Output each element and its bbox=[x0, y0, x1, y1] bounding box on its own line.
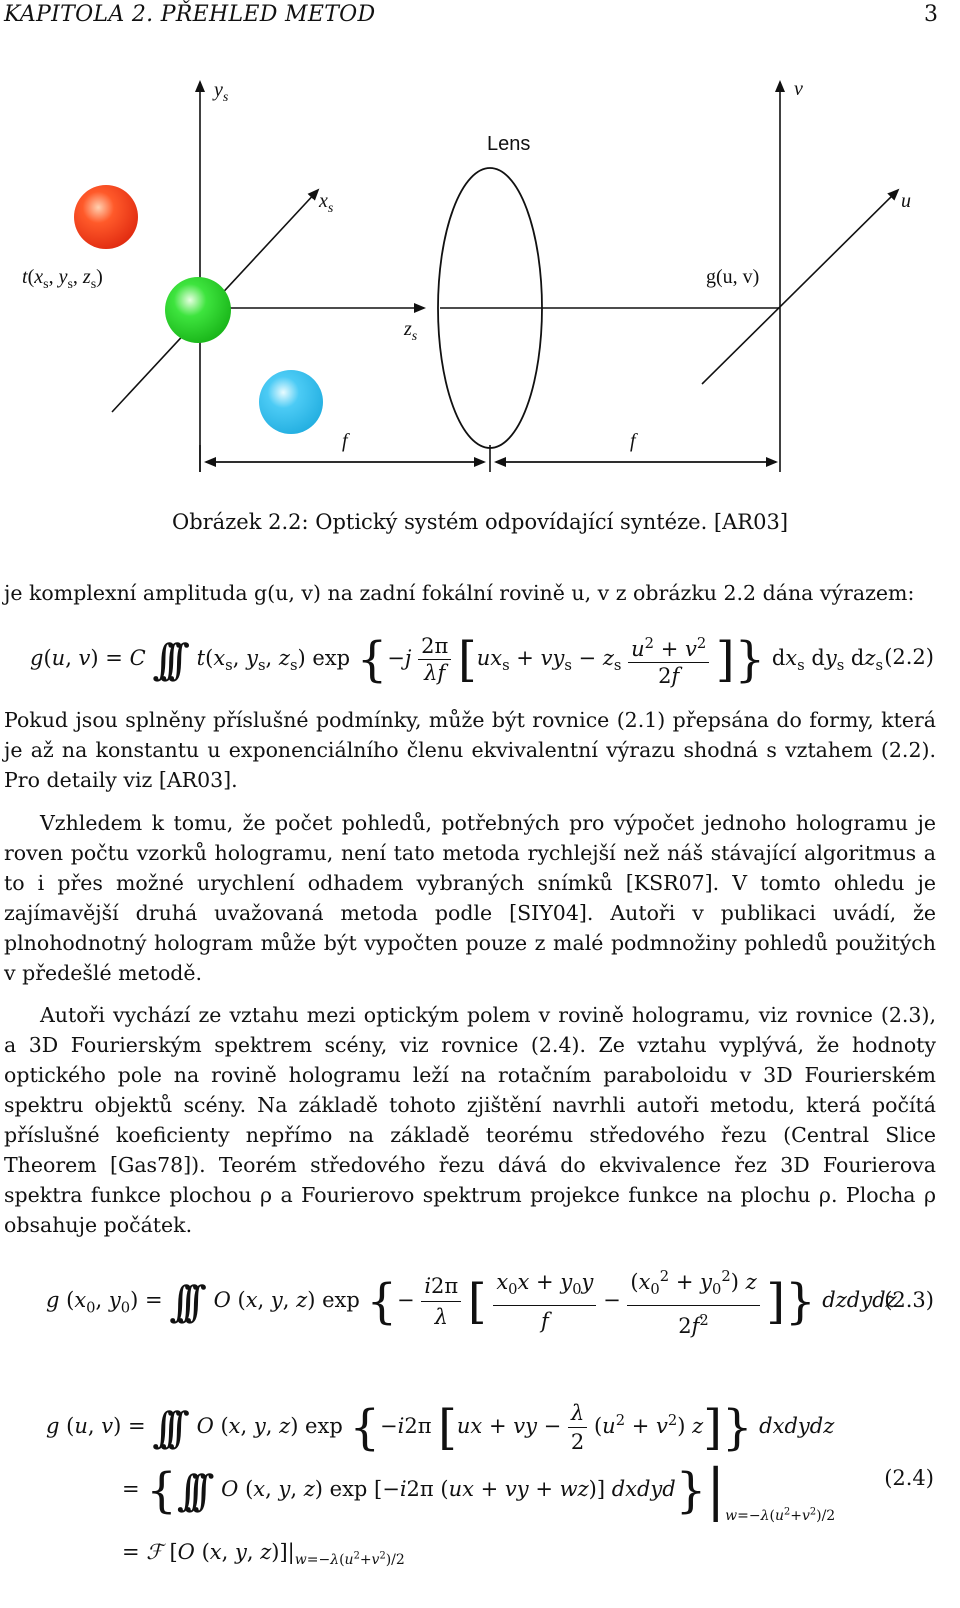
paragraph-0: je komplexní amplituda g(u, v) na zadní fokální rovině u, v z obrázku 2.2 dána výrazem: bbox=[4, 581, 915, 605]
chapter-header: KAPITOLA 2. PŘEHLED METOD bbox=[4, 2, 376, 27]
figure-caption: Obrázek 2.2: Optický systém odpovídající syntéze. [AR03] bbox=[171, 510, 789, 534]
equation-2-2: g(u, v) = C ∫∫∫ $t(x_s$, $y_s$, $z_s$) exp {−j $\frac{2\pi}{\lambda f}$ [$ux_s + vy_s - z_s$ $\frac{u^2 + v^2}{2f}$ ]} $dx_s$ $dy_s$ $dz_s$ bbox=[30, 631, 883, 688]
equation-2-3: g ($x_0$, $y_0$) = ∫∫∫ O (x, y, z) exp {− $\frac{i2\pi}{\lambda}$ [ $\frac{x_0x + y_0y}{f}$ − $\frac{(x_0^2 + y_0^2) z}{2f^2}$ ]} dzdydz bbox=[46, 1262, 897, 1338]
page-number: 3 bbox=[924, 2, 938, 27]
equation-number-2-3: (2.3) bbox=[884, 1288, 934, 1312]
equation-number-2-4: (2.4) bbox=[884, 1466, 934, 1490]
optical-system-figure bbox=[0, 60, 960, 550]
label-v: v bbox=[794, 78, 803, 100]
label-zs: $z_s$ bbox=[404, 318, 418, 344]
paragraph-1: Pokud jsou splněny příslušné podmínky, může být rovnice (2.1) přepsána do formy, která je až na konstantu u exponenciálního členu ekvivalentní výrazu shodná s vztahem (2.2). Pro detaily viz [AR03]. bbox=[4, 708, 936, 792]
equation-2-4-line3: = ℱ [O (x, y, $z)]|_{w=-\lambda(u^2+v^2)/2}$ bbox=[122, 1540, 405, 1569]
label-f-left: f bbox=[342, 430, 348, 452]
label-f-right: f bbox=[630, 430, 636, 452]
paragraph-3: Autoři vychází ze vztahu mezi optickým polem v rovině hologramu, viz rovnice (2.3), a 3D Fourierským spektrem scény, viz rovnice (2.4). Ze vztahu vyplývá, že hodnoty optického pole na rovině hologramu leží na rotačním paraboloidu v 3D Fourierském spektru objektů scény. Na základě tohoto zjištění navrhli autoři metodu, která počítá příslušné koeficienty nepřímo na základě teorému středového řezu (Central Slice Theorem [Gas78]). Teorém středového řezu dává do ekvivalence řez 3D Fourierova spektra funkce plochou ρ a Fourierovo spektrum projekce funkce na plochu ρ. Plocha ρ obsahuje počátek. bbox=[4, 1003, 936, 1237]
equation-2-4-line1: g (u, v) = ∫∫∫ O (x, y, z) exp {−i2π [ux + vy − $\frac{\lambda}{2}$ $(u^2 + v^2)$ z]} dxdydz bbox=[46, 1399, 835, 1456]
blue-point-source bbox=[259, 370, 323, 434]
label-xs: $x_s$ bbox=[319, 190, 334, 216]
paragraph-2: Vzhledem k tomu, že počet pohledů, potřebných pro výpočet jednoho hologramu je roven počtu vzorků hologramu, není tato metoda rychlejší než náš stávající algoritmus a to i přes možné urychlení odhadem vybraných snímků [KSR07]. V tomto ohledu je zajímavější druhá uvažovaná metoda podle [SIY04]. Autoři v publikaci uvádí, že plnohodnotný hologram může být vypočten pouze z malé podmnožiny pohledů použitých v předešlé metodě. bbox=[4, 811, 936, 985]
equation-2-4-line2: = {∫∫∫ O (x, y, z) exp [−i2π (ux + vy + wz)] $dxdyd\}|_{w=-\lambda(u^2+v^2)/2}$ bbox=[122, 1457, 836, 1524]
green-point-source bbox=[165, 277, 231, 343]
label-g: g(u, v) bbox=[706, 266, 760, 288]
label-lens: Lens bbox=[487, 133, 531, 155]
label-ys: $y_s$ bbox=[214, 79, 229, 105]
equation-number-2-2: (2.2) bbox=[884, 645, 934, 669]
label-u: u bbox=[901, 190, 911, 212]
red-point-source bbox=[74, 185, 138, 249]
label-t: $t(x_s$, $y_s$, $z_s$) bbox=[22, 266, 103, 292]
